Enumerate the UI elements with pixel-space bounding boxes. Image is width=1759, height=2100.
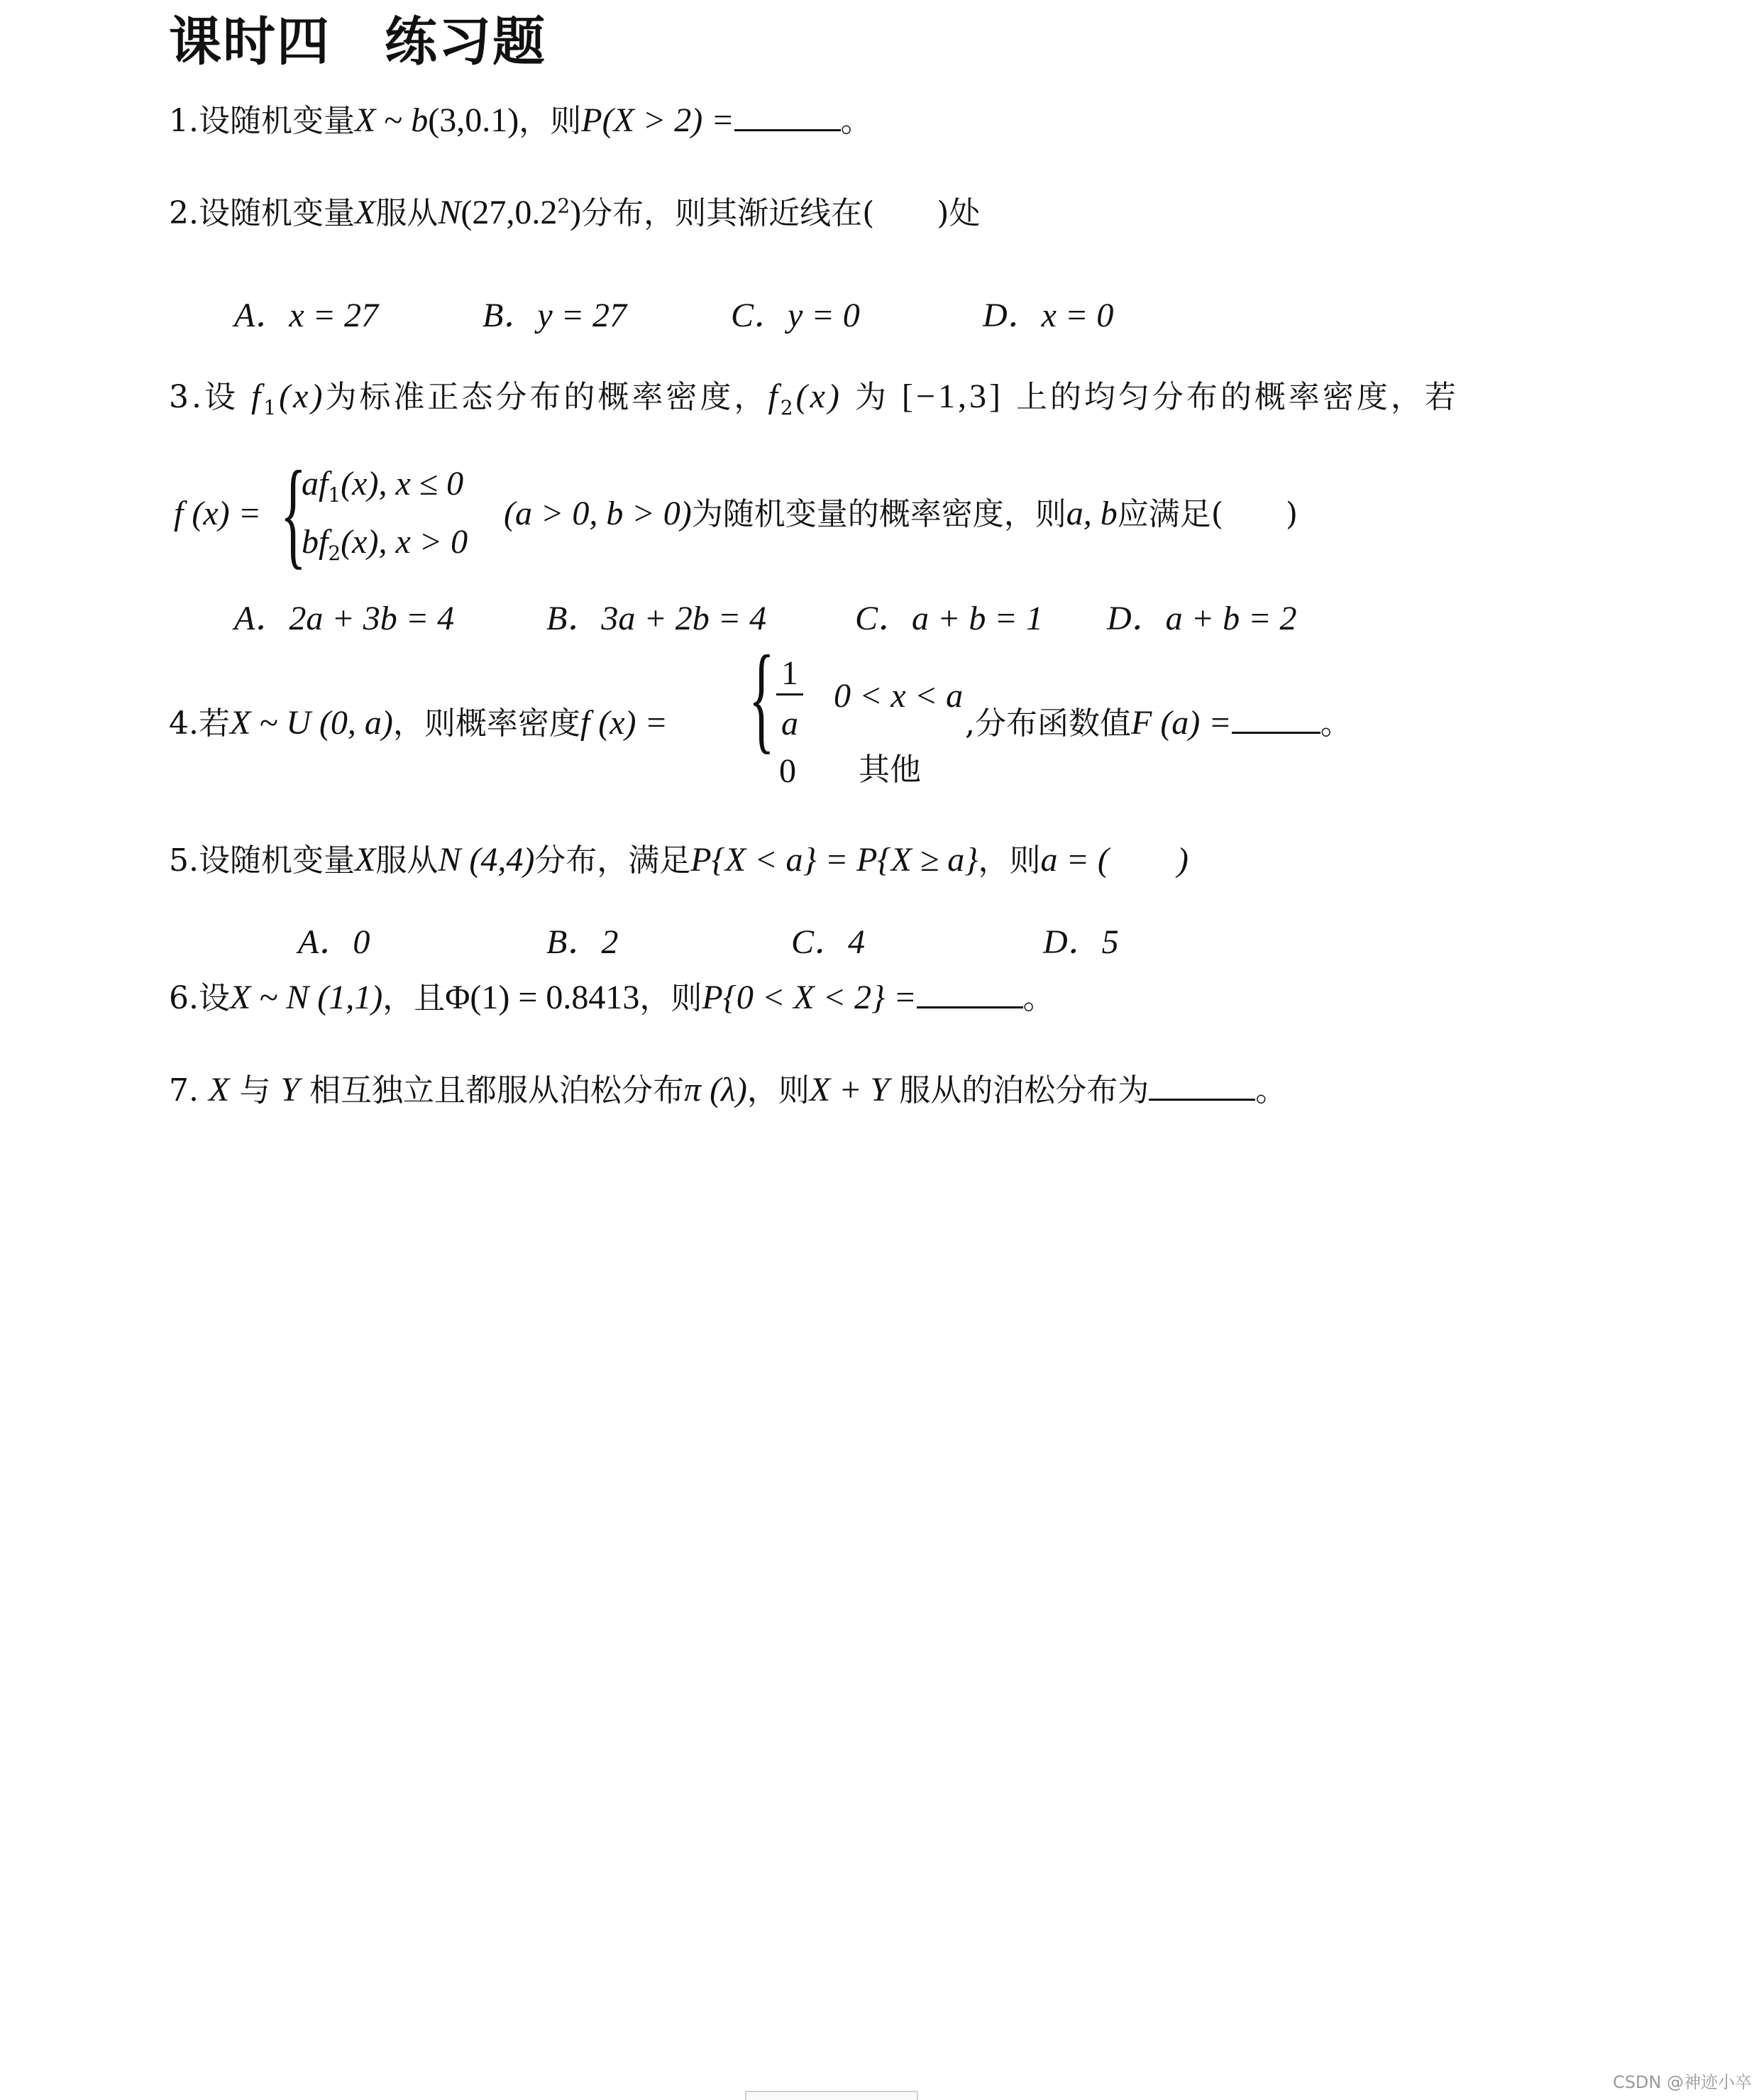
option-label: A．	[234, 297, 290, 334]
math-expr: X ~ N (1,1)	[229, 979, 383, 1016]
math-expr: X + Y	[809, 1071, 890, 1109]
option-value: a + b = 1	[912, 600, 1043, 637]
question-text: ，则	[519, 103, 582, 139]
question-text: 设随机变量	[198, 103, 355, 139]
math-args: (x)	[795, 378, 842, 415]
math-expr: Φ(1) = 0.8413	[445, 979, 640, 1016]
question-number: 1.	[169, 103, 199, 139]
math-expr: N (4,4)	[438, 841, 535, 879]
question-text: 应满足( )	[1117, 496, 1298, 532]
question-text: 相互独立且都服从泊松分布	[309, 1072, 685, 1109]
question-text: 设	[198, 980, 230, 1016]
question-text: 服从的泊松分布为	[899, 1072, 1149, 1109]
math-var: N	[438, 194, 461, 231]
math-expr: 0 < x < a	[834, 677, 964, 715]
option-value: 2	[601, 923, 619, 961]
question-7	[169, 1073, 1286, 1107]
option-label: A．	[234, 600, 290, 637]
question-4	[169, 706, 668, 740]
q3-option-a	[234, 590, 454, 639]
option-label: B．	[546, 600, 602, 637]
q4-case-2-val	[779, 754, 796, 788]
q3-option-c	[855, 590, 1043, 639]
q5-option-b	[546, 914, 618, 963]
q3-condition	[504, 497, 1298, 531]
question-text: ，则概率密度	[392, 705, 580, 742]
answer-blank	[734, 104, 841, 131]
math-var: Y	[280, 1071, 300, 1109]
q2-option-d	[983, 287, 1113, 336]
math-expr: (a > 0, b > 0)	[504, 495, 692, 532]
fraction-bar	[776, 693, 803, 696]
math-expr: P{0 < X < 2} =	[702, 979, 917, 1016]
option-label: D．	[983, 297, 1042, 334]
left-brace-icon: {	[749, 631, 775, 764]
question-text: 若	[198, 705, 230, 742]
option-value: x = 0	[1041, 297, 1114, 334]
math-var: X	[354, 194, 376, 231]
math-expr: a = ( )	[1040, 841, 1189, 879]
question-text: 与	[239, 1072, 271, 1109]
math-var: a, b	[1066, 495, 1118, 532]
q4-frac-num	[779, 656, 800, 691]
option-label: B．	[483, 297, 538, 334]
q4-tail	[965, 706, 1352, 740]
math-num: 0	[779, 752, 796, 790]
question-text: 分布，满足	[534, 842, 691, 879]
math-var: P	[581, 101, 602, 139]
page-title: 课时四 练习题	[169, 11, 546, 72]
option-value: x = 27	[289, 297, 379, 334]
question-text: 为标准正态分布的概率密度，	[325, 379, 768, 415]
q4-case-2-cond	[859, 754, 921, 786]
option-label: B．	[546, 923, 602, 961]
question-1	[169, 101, 872, 139]
math-expr: F (a) =	[1131, 704, 1232, 742]
option-label: A．	[298, 923, 353, 961]
math-var: X	[208, 1071, 230, 1109]
math-sub: 2	[328, 541, 341, 565]
math-expr: (x), x > 0	[341, 523, 468, 561]
math-expr: f (x) =	[174, 495, 261, 532]
question-text: ，则	[746, 1072, 810, 1109]
q2-option-b	[483, 287, 627, 336]
math-expr: bf	[302, 523, 329, 561]
option-value: 0	[353, 923, 370, 961]
left-brace-icon: {	[280, 446, 307, 580]
math-var: X	[354, 101, 376, 139]
math-var: X	[229, 704, 251, 742]
question-5	[169, 843, 1189, 877]
math-args: (27,0.2	[461, 194, 558, 231]
option-label: C．	[791, 923, 849, 961]
page-indicator	[745, 2091, 918, 2100]
math-var: f	[768, 378, 781, 415]
math-var: X	[354, 841, 376, 879]
question-text: 上的均匀分布的概率密度，若	[1015, 379, 1459, 415]
math-den: a	[781, 705, 798, 742]
option-value: 3a + 2b = 4	[601, 600, 767, 637]
question-text: 。	[1320, 705, 1352, 742]
q2-option-a	[234, 287, 378, 336]
answer-blank	[1149, 1073, 1255, 1101]
math-expr: (x), x ≤ 0	[341, 465, 464, 502]
math-args: (3,0.1)	[428, 101, 519, 139]
math-interval: [−1,3]	[901, 378, 1003, 415]
q3-case-1	[302, 467, 463, 505]
math-expr: ~ U (0, a)	[250, 704, 393, 742]
option-value: y = 27	[537, 297, 627, 334]
math-expr: af	[302, 465, 329, 502]
q4-frac-den	[779, 707, 800, 741]
math-sub: 2	[780, 395, 796, 419]
option-value: 4	[848, 923, 866, 961]
math-expr: P{X < a} = P{X ≥ a}	[690, 841, 978, 879]
q5-option-d	[1043, 914, 1119, 963]
option-value: 2a + 3b = 4	[289, 600, 455, 637]
question-text: ,分布函数值	[965, 705, 1131, 742]
question-text: 设随机变量	[198, 842, 355, 879]
math-sub: 1	[263, 395, 280, 419]
question-text: 为	[854, 379, 889, 415]
q3-option-d	[1107, 590, 1296, 639]
question-text: ，则	[639, 980, 702, 1016]
question-number: 4.	[169, 705, 199, 742]
question-text: 其他	[859, 752, 921, 788]
answer-blank	[1232, 706, 1320, 734]
question-text: ，则	[978, 842, 1041, 879]
math-args: (x)	[279, 378, 326, 415]
question-text: ，且	[382, 980, 446, 1016]
option-label: C．	[855, 600, 912, 637]
question-text: 。	[840, 103, 872, 139]
math-expr: π (λ)	[684, 1071, 747, 1109]
question-3-line1	[169, 380, 1459, 418]
option-value: 5	[1101, 923, 1119, 961]
math-var: f	[250, 378, 264, 415]
option-label: C．	[731, 297, 788, 334]
math-expr: f (x) =	[580, 704, 668, 742]
math-args: )	[570, 194, 582, 231]
question-number: 7.	[169, 1072, 199, 1109]
math-expr: (X > 2) =	[602, 101, 734, 139]
question-number: 2.	[169, 195, 199, 231]
question-2	[169, 196, 980, 230]
option-label: D．	[1107, 600, 1166, 637]
question-text: 设	[204, 379, 238, 415]
question-text: 服从	[375, 195, 439, 231]
option-label: D．	[1043, 923, 1102, 961]
math-var: b	[411, 101, 429, 139]
question-number: 5.	[169, 842, 199, 879]
math-sup: 2	[557, 194, 570, 218]
q3-option-b	[546, 590, 766, 639]
question-text: 服从	[375, 842, 439, 879]
option-value: y = 0	[788, 297, 860, 334]
question-text: 设随机变量	[198, 195, 355, 231]
watermark: CSDN @神迹小卒	[1612, 2072, 1752, 2092]
question-number: 3.	[169, 379, 204, 415]
option-value: a + b = 2	[1165, 600, 1297, 637]
math-op: ~	[375, 101, 412, 139]
question-text: 。	[1022, 980, 1054, 1016]
answer-blank	[917, 981, 1023, 1008]
math-num: 1	[781, 654, 798, 692]
question-number: 6.	[169, 980, 199, 1016]
q3-case-2	[302, 525, 468, 564]
question-6	[169, 981, 1054, 1015]
q4-case-1-cond	[834, 679, 963, 713]
question-text: 。	[1255, 1072, 1287, 1109]
q2-option-c	[731, 287, 860, 336]
question-text: 为随机变量的概率密度，则	[691, 496, 1066, 532]
q5-option-c	[791, 914, 865, 963]
q5-option-a	[298, 914, 370, 963]
question-text: 分布，则其渐近线在( )处	[581, 195, 981, 231]
q3-piecewise-lhs	[174, 497, 261, 531]
math-sub: 1	[328, 483, 341, 507]
